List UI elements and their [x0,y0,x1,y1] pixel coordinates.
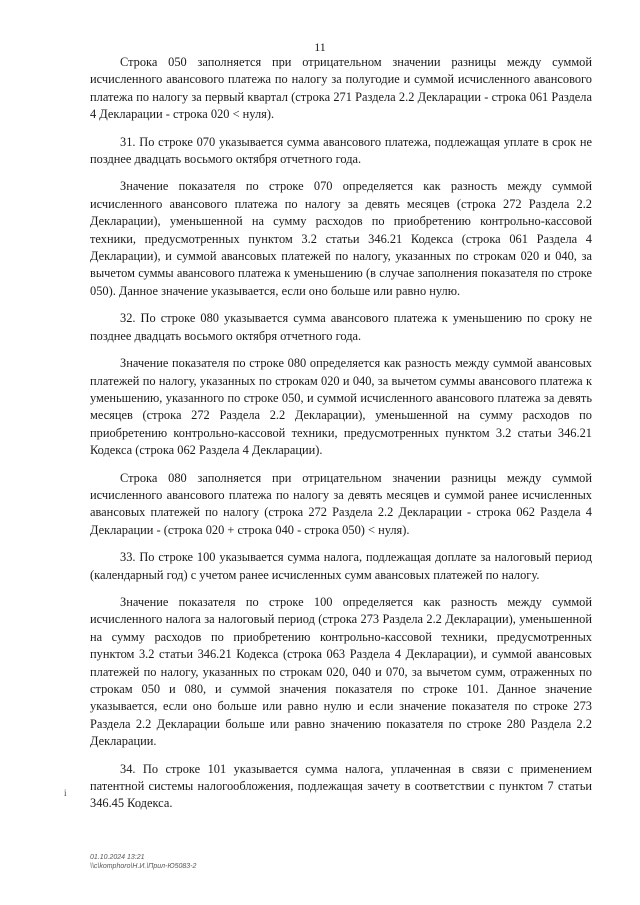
page-number: 11 [314,40,326,54]
paragraph-line-070-value: Значение показателя по строке 070 определяется как разность между суммой исчисленного авансового платежа по налогу за девять месяцев (строка 272 Раздела 2.2 Декларации), уменьшенной на сумму расходов по приобретению контрольно-кассовой техники, предусмотренных пунктом 3.2 статьи 346.21 Кодекса (строка 061 Раздела 4 Декларации), и суммой авансовых платежей по налогу, указанных по строкам 020 и 040, за вычетом суммы авансового платежа к уменьшению (в случае заполнения показателя по строке 050). Данное значение указывается, если оно больше или равно нулю. [90,179,592,298]
paragraph-line-080-note: Строка 080 заполняется при отрицательном значении разницы между суммой исчисленного авансового платежа по налогу за девять месяцев и суммой ранее исчисленных авансовых платежей по налогу (строка 272 Раздела 2.2 Декларации - строка 062 Раздела 4 Декларации - (строка 020 + строка 040 - строка 050) < нуля). [90,470,592,537]
paragraph-item-33: 33. По строке 100 указывается сумма налога, подлежащая доплате за налоговый период (календарный год) с учетом ранее исчисленных сумм авансовых платежей по налогу. [90,550,592,582]
paragraph-item-32: 32. По строке 080 указывается сумма авансового платежа к уменьшению по сроку не позднее двадцать восьмого октября отчетного года. [90,311,592,343]
stamp-file-path: \\c\komphoro\Н.И.\Прил-Ю5083-2 [90,863,197,870]
paragraph-item-31: 31. По строке 070 указывается сумма авансового платежа, подлежащая уплате в срок не позднее двадцать восьмого октября отчетного года. [90,134,592,167]
document-stamp [90,853,196,871]
paragraph-item-34: 34. По строке 101 указывается сумма налога, уплаченная в связи с применением патентной системы налогообложения, подлежащая зачету в соответствии с пунктом 7 статьи 346.45 Кодекса. [90,761,592,811]
paragraph-line-100-value: Значение показателя по строке 100 определяется как разность между суммой исчисленного налога за налоговый период (строка 273 Раздела 2.2 Декларации), уменьшенной на сумму расходов по приобретению контрольно-кассовой техники, предусмотренных пунктом 3.2 статьи 346.21 Кодекса (строка 063 Раздела 4 Декларации), и суммой авансовых платежей по налогу, указанных по строкам 020, 040 и 070, за вычетом сумм, отраженных по строкам 050 и 080, и суммой значения показателя по строке 101. Данное значение указывается, если оно больше или равно нулю и если значение показателя по строке 273 Раздела 2.2 Декларации больше или равно значению показателя по строке 280 Раздела 2.2 Декларации. [90,594,592,749]
paragraph-line-080-value: Значение показателя по строке 080 определяется как разность между суммой авансовых платежей по налогу, указанных по строкам 020 и 040, за вычетом суммы авансового платежа к уменьшению, указанного по строке 050, и суммой исчисленного авансового платежа за девять месяцев (строка 272 Раздела 2.2 Декларации), уменьшенной на сумму расходов по приобретению контрольно-кассовой техники, предусмотренных пунктом 3.2 статьи 346.21 Кодекса (строка 062 Раздела 4 Декларации). [90,356,592,458]
document-body [90,54,592,823]
margin-mark: i [64,788,67,798]
stamp-datetime: 01.10.2024 13:21 [90,854,145,861]
paragraph-line-050-note: Строка 050 заполняется при отрицательном значении разницы между суммой исчисленного авансового платежа по налогу за полугодие и суммой исчисленного авансового платежа по налогу за первый квартал (строка 271 Раздела 2.2 Декларации - строка 061 Раздела 4 Декларации - строка 020 < нуля). [90,55,592,122]
